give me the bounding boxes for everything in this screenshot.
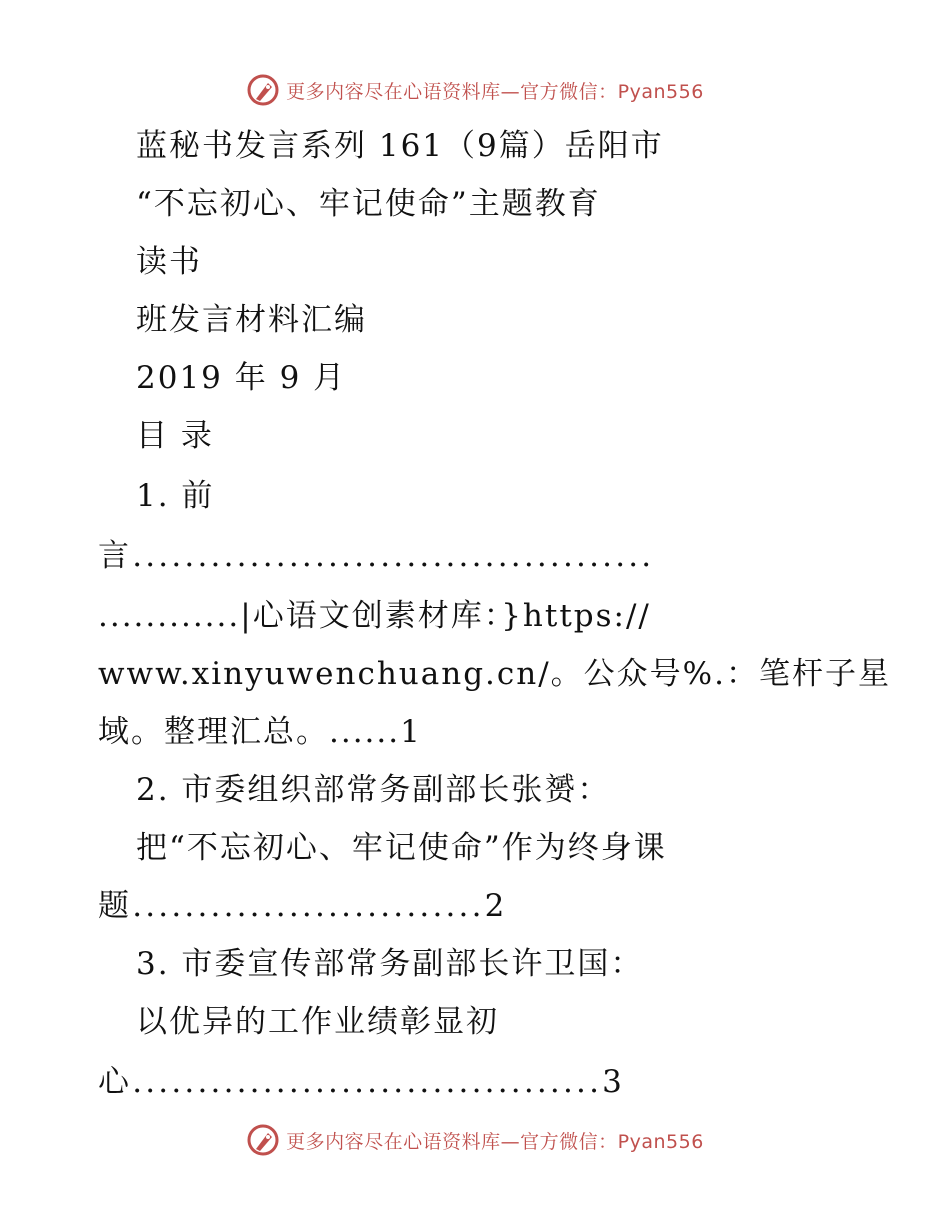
banner-text: 更多内容尽在心语资料库—官方微信：Pyan556 <box>286 80 704 103</box>
toc-heading: 目 录 <box>136 418 214 454</box>
date-line: 2019 年 9 月 <box>136 360 347 396</box>
toc-item-3-leader: 心....................................3 <box>98 1064 626 1100</box>
toc-item-2-leader: 题...........................2 <box>98 888 508 924</box>
toc-item-1-number: 1. 前 <box>136 478 215 514</box>
toc-item-1-note: ............|心语文创素材库：}https:// <box>98 598 651 634</box>
title-line-4: 班发言材料汇编 <box>136 302 367 338</box>
pen-nib-logo-icon <box>246 73 280 107</box>
title-line-1: 蓝秘书发言系列 161（9篇）岳阳市 <box>136 128 664 164</box>
banner-text: 更多内容尽在心语资料库—官方微信：Pyan556 <box>286 1130 704 1153</box>
toc-item-3-author: 3. 市委宣传部常务副部长许卫国： <box>136 946 644 982</box>
toc-item-2-author: 2. 市委组织部常务副部长张赟： <box>136 772 611 808</box>
title-line-3: 读书 <box>136 244 202 280</box>
toc-item-1-leader: 言........................................ <box>98 538 655 574</box>
toc-item-2-title: 把“不忘初心、牢记使命”作为终身课 <box>136 830 667 866</box>
toc-item-3-title: 以优异的工作业绩彰显初 <box>136 1004 499 1040</box>
toc-item-1-url: www.xinyuwenchuang.cn/。公众号%.：笔杆子星 <box>98 656 891 692</box>
toc-item-1-end: 域。整理汇总。......1 <box>98 714 422 750</box>
footer-banner <box>0 1118 950 1162</box>
header-banner <box>0 68 950 112</box>
pen-nib-logo-icon <box>246 1123 280 1157</box>
title-line-2: “不忘初心、牢记使命”主题教育 <box>136 186 601 222</box>
